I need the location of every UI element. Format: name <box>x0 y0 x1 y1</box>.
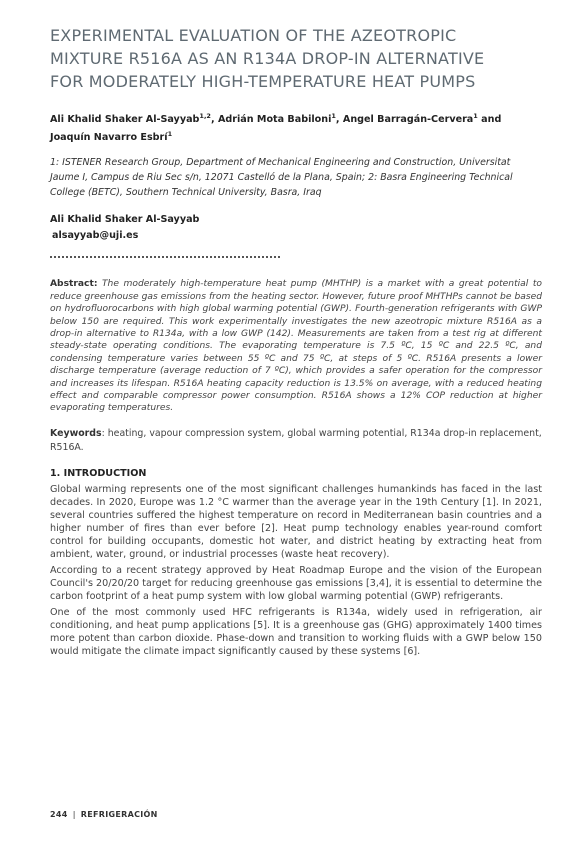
corresponding-author <box>50 212 542 244</box>
footer-separator: | <box>72 810 76 819</box>
title-line: MIXTURE R516A AS AN R134A DROP-IN ALTERNATIVE <box>50 49 485 68</box>
author-name: Angel Barragán-Cervera <box>342 114 474 126</box>
author-affiliation-mark: 1 <box>167 130 173 139</box>
abstract-text: The moderately high-temperature heat pump (MHTHP) is a market with a great potential to reduce greenhouse gas emissions from the heating sector. However, future proof MHTHPs cannot be based on hydrofluorocarbons with high global warming potential (GWP). Fourth-generation refrigerants with GWP below 150 are required. This work experimentally investigates the new azeotropic mixture R516A as a drop-in alternative to R134a, with a low GWP (142). Measurements are taken from a test rig at different steady-state operating conditions. The evaporating temperature is 7.5 ºC, 15 ºC and 22.5 ºC, and condensing temperature varies between 55 ºC and 75 ºC, at steps of 5 ºC. R516A presents a lower discharge temperature (average reduction of 7 ºC), which provides a safer operation for the compressor and increases its lifespan. R516A heating capacity reduction is 13.5% on average, with a reduced heating effect and comparable compressor power consumption. R516A shows a 12% COP reduction at higher evaporating temperatures. <box>50 279 542 414</box>
abstract-label: Abstract: <box>50 279 98 290</box>
section-heading-introduction: 1. INTRODUCTION <box>50 467 147 479</box>
body-paragraph: Global warming represents one of the most significant challenges humankinds has faced in the last decades. In 2020, Europe was 1.2 °C warmer than the average year in the 19th Century [1]. In 2021, several countries suffered the highest temperature on record in Mediterranean basin countries and a higher number of fires than ever before [2]. Heat pump technology enables year-round comfort control for building occupants, domestic hot water, and district heating by extracting heat from ambient, water, ground, or industrial processes (waste heat recovery). <box>50 483 542 560</box>
author-affiliation-mark: 1 <box>331 112 336 120</box>
dotted-divider <box>50 256 280 258</box>
author-name: Ali Khalid Shaker Al-Sayyab <box>50 114 200 126</box>
article-title <box>50 24 542 93</box>
abstract <box>50 278 542 414</box>
title-line: FOR MODERATELY HIGH-TEMPERATURE HEAT PUMPS <box>50 72 476 91</box>
author-affiliation-mark: 1,2 <box>199 112 211 120</box>
author-name: Joaquín Navarro Esbrí <box>50 132 168 144</box>
keywords-label: Keywords <box>50 427 102 439</box>
corresponding-author-name: Ali Khalid Shaker Al-Sayyab <box>50 214 200 226</box>
article-page <box>50 24 542 658</box>
author-name: Adrián Mota Babiloni <box>217 114 332 126</box>
body-paragraph: One of the most commonly used HFC refrigerants is R134a, widely used in refrigeration, air conditioning, and heat pump applications [5]. It is a greenhouse gas (GHG) approximately 1400 times more potent than carbon dioxide. Phase-down and transition to working fluids with a GWP below 150 would mitigate the climate impact significantly caused by these systems [6]. <box>50 606 542 657</box>
author-affiliation-mark: 1 <box>473 112 478 120</box>
keywords-text: : heating, vapour compression system, global warming potential, R134a drop-in replacement, R516A. <box>50 427 542 453</box>
affiliations: 1: ISTENER Research Group, Department of Mechanical Engineering and Construction, Universitat Jaume I, Campus de Riu Sec s/n, 12071 Castelló de la Plana, Spain; 2: Basra Engineering Technical College (BETC), Southern Technical University, Basra, Iraq <box>50 157 513 199</box>
corresponding-author-email[interactable]: alsayyab@uji.es <box>52 230 139 242</box>
page-number: 244 <box>50 810 68 819</box>
author-list: Ali Khalid Shaker Al-Sayyab$^{1,2}$, Adrián Mota Babiloni$^1$, Angel Barragán-Cervera$^1$ and Joaquín Navarro Esbrí$^1$ <box>50 112 502 144</box>
journal-name: REFRIGERACIÓN <box>80 810 158 819</box>
body-paragraph: According to a recent strategy approved by Heat Roadmap Europe and the vision of the European Council's 20/20/20 target for reducing greenhouse gas emissions [3,4], it is essential to determine the carbon footprint of a heat pump system with low global warming potential (GWP) refrigerants. <box>50 564 542 602</box>
keywords <box>50 427 542 455</box>
author-conjunction: and <box>481 114 502 126</box>
page-footer <box>50 810 158 819</box>
title-line: EXPERIMENTAL EVALUATION OF THE AZEOTROPIC <box>50 26 457 45</box>
